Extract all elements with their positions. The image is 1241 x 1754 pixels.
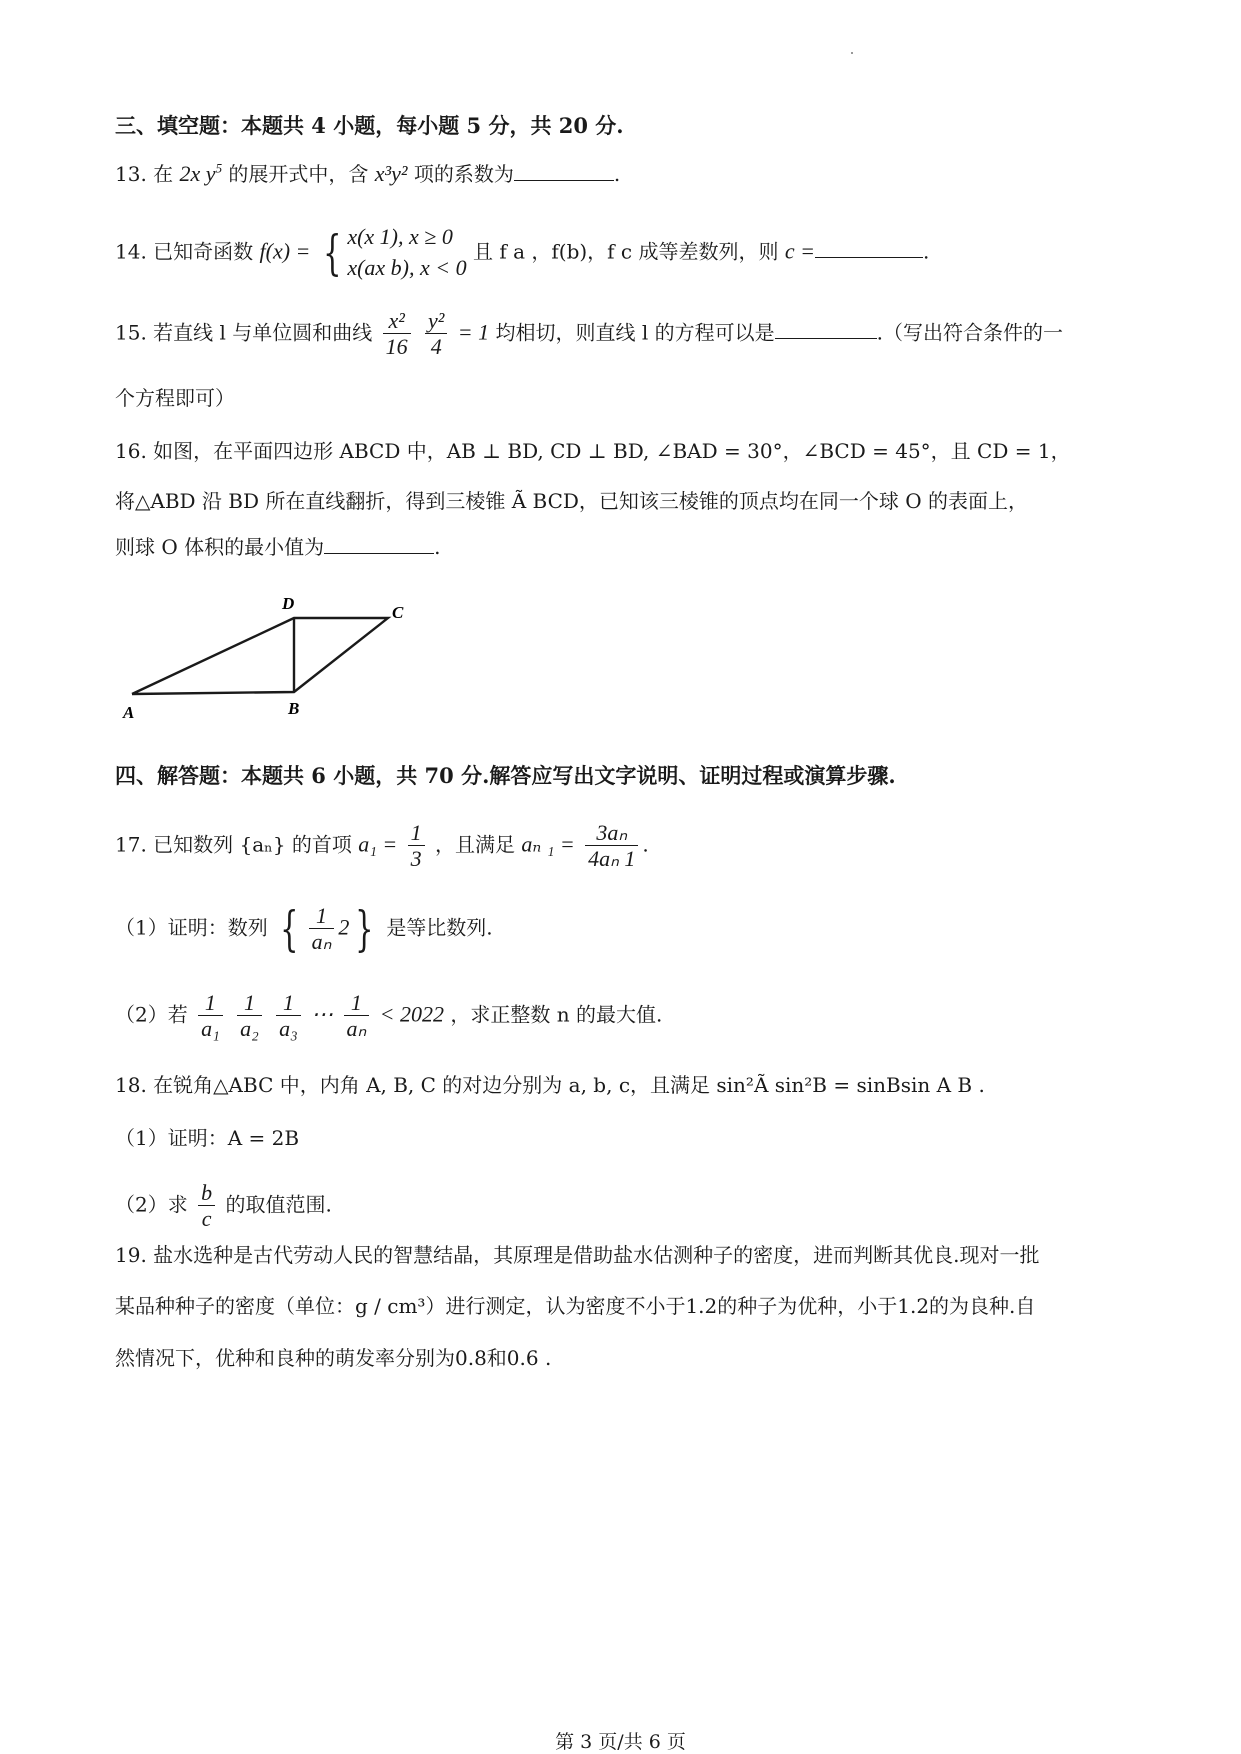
question-16 xyxy=(115,439,1071,463)
q16-number: 16. xyxy=(115,439,147,463)
q17-pre: 已知数列 {aₙ} 的首项 xyxy=(153,832,352,857)
question-19-line-1: 19. 盐水选种是古代劳动人民的智慧结晶，其原理是借助盐水估测种子的密度，进而判断其优良.现对一批 xyxy=(115,1243,1040,1267)
quadrilateral-figure xyxy=(120,590,440,730)
quadrilateral-outline xyxy=(132,618,388,694)
q14-end: . xyxy=(922,239,930,264)
q13-pre: 在 xyxy=(153,162,174,186)
q17-part-1: （1）证明：数列 { $\frac{1}{\text{aₙ}}$ 2 } 是等比数列. xyxy=(115,900,493,957)
q15-answer-blank xyxy=(775,318,877,339)
q17-mid: ，且满足 xyxy=(435,832,515,857)
q17-p2-frac-2: $\frac{1}{\text{a₂}}$ xyxy=(237,990,262,1042)
q17-p2-frac-n: $\frac{1}{\text{aₙ}}$ xyxy=(344,990,370,1042)
q18-part-1: （1）证明：A = 2B xyxy=(115,1126,300,1150)
scan-speck xyxy=(851,52,853,54)
q17-p1-frac: $\frac{1}{\text{aₙ}}$ xyxy=(309,903,335,955)
q16-line-2: 将△ABD 沿 BD 所在直线翻折，得到三棱锥 Ã BCD，已知该三棱锥的顶点均在同一个球 O 的表面上， xyxy=(115,489,1029,513)
q17-recurrence-frac: $\frac{\text{3aₙ}}{\text{4aₙ 1}}$ xyxy=(585,820,638,872)
section-heading-answers: 四、解答题：本题共 6 小题，共 70 分.解答应写出文字说明、证明过程或演算步骤. xyxy=(115,763,896,788)
q16-line-1: 如图，在平面四边形 ABCD 中，AB ⊥ BD, CD ⊥ BD, ∠BAD = 30°，∠BCD = 45°，且 CD = 1， xyxy=(153,439,1071,463)
q13-mid: 的展开式中，含 xyxy=(228,162,369,186)
q16-answer-blank xyxy=(324,533,434,554)
vertex-label-c: C xyxy=(392,603,404,622)
q15-mid: 均相切，则直线 l 的方程可以是 xyxy=(495,320,775,345)
question-13 xyxy=(115,160,620,187)
q13-end: . xyxy=(613,162,621,186)
q14-answer-blank xyxy=(815,237,923,258)
q13-term: x³y² xyxy=(374,161,408,186)
question-19-line-2: 某品种种子的密度（单位：g / cm³）进行测定，认为密度不小于1.2的种子为优种，小于1.2的为良种.自 xyxy=(115,1294,1036,1318)
q15-equals: = 1 xyxy=(457,319,490,345)
q14-function: f(x) = xyxy=(259,238,311,264)
question-19-line-3: 然情况下，优种和良种的萌发率分别为0.8和0.6 . xyxy=(115,1346,552,1370)
q15-frac-x: $\frac{\text{x²}}{16}$ xyxy=(383,308,411,360)
page-footer: 第 3 页/共 6 页 xyxy=(555,1731,686,1753)
q13-number: 13. xyxy=(115,162,147,186)
q14-piecewise-cases: x(x 1), x ≥ 0 x(ax b), x < 0 xyxy=(347,224,467,280)
vertex-label-a: A xyxy=(123,703,135,722)
vertex-label-d: D xyxy=(282,594,295,613)
q17-left-brace: { xyxy=(280,900,299,957)
question-15 xyxy=(115,308,1063,360)
q17-number: 17. xyxy=(115,832,147,857)
q17-p2-frac-1: $\frac{1}{\text{a₁}}$ xyxy=(198,990,223,1042)
q17-part-2: （2）若 $\frac{1}{\text{a₁}}$ $\frac{1}{\text{a₂}}$ $\frac{1}{\text{a₃}}$ ⋯ $\frac{1}{\text{aₙ}}$ < 2022 ，求正整数 n 的最大值. xyxy=(115,990,663,1042)
question-18 xyxy=(115,1073,985,1097)
q17-right-brace: } xyxy=(355,900,374,957)
q15-number: 15. xyxy=(115,320,147,345)
q17-a1: a₁ = xyxy=(358,831,398,857)
q15-pre: 若直线 l 与单位圆和曲线 xyxy=(153,320,373,345)
q16-line-3: 则球 O 体积的最小值为 . xyxy=(115,535,441,559)
question-17: 17. 已知数列 {aₙ} 的首项 a₁ = $\frac{1}{3}$ ，且满足 aₙ ₁ = $\frac{\text{3aₙ}}{\text{4aₙ 1}}$ . xyxy=(115,820,649,872)
q18-number: 18. xyxy=(115,1073,147,1097)
q18-b-over-c: $\frac{b}{c}$ xyxy=(198,1180,215,1232)
vertex-label-b: B xyxy=(288,699,300,718)
q18-line-1: 在锐角△ABC 中，内角 A, B, C 的对边分别为 a, b, c，且满足 sin²Ã sin²B = sinBsin A B . xyxy=(153,1073,985,1097)
q14-pre: 已知奇函数 xyxy=(153,239,254,264)
q14-left-brace: { xyxy=(322,224,342,281)
q17-p2-frac-3: $\frac{1}{\text{a₃}}$ xyxy=(276,990,301,1042)
q17-recurrence: aₙ ₁ = xyxy=(521,831,575,857)
q13-post: 项的系数为 xyxy=(413,162,514,186)
q15-frac-y: $\frac{\text{y²}}{4}$ xyxy=(425,308,447,360)
q17-a1-frac: $\frac{1}{3}$ xyxy=(408,820,425,872)
section-heading-fill-in: 三、填空题：本题共 4 小题，每小题 5 分，共 20 分. xyxy=(115,113,624,138)
q13-answer-blank xyxy=(514,160,614,181)
q14-number: 14. xyxy=(115,239,147,264)
q14-c: c = xyxy=(784,238,815,264)
q18-part-2: （2）求 $\frac{b}{c}$ 的取值范围. xyxy=(115,1180,332,1232)
q15-post: .（写出符合条件的一 xyxy=(876,320,1063,345)
q13-expression: 2x $y^5$ xyxy=(179,160,223,186)
q14-mid: 且 f a ，f(b)，f c 成等差数列，则 xyxy=(472,239,779,264)
question-14 xyxy=(115,222,929,284)
q15-line-2: 个方程即可） xyxy=(115,386,235,410)
